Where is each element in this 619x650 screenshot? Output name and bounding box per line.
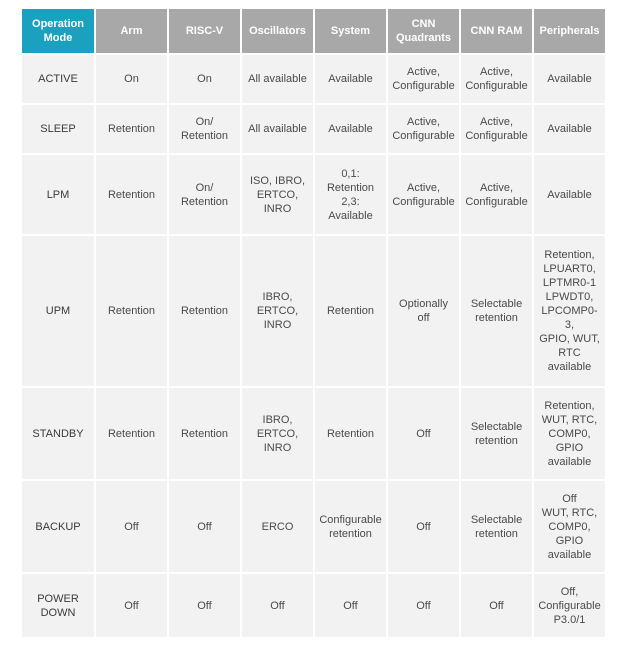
system-cell: Retention [315,388,386,479]
arm-cell: Off [96,574,167,637]
system-cell: Available [315,55,386,103]
arm-cell: Retention [96,236,167,386]
peripherals-cell: Retention, WUT, RTC, COMP0, GPIO available [534,388,605,479]
mode-cell: UPM [22,236,94,386]
peripherals-cell: Available [534,105,605,153]
mode-cell: ACTIVE [22,55,94,103]
risc-v-cell: Off [169,481,240,572]
cnn-ram-cell: Active, Configurable [461,155,532,234]
risc-v-cell: Retention [169,236,240,386]
arm-cell: Retention [96,155,167,234]
system-cell: Retention [315,236,386,386]
risc-v-cell: On/ Retention [169,105,240,153]
cnn-quadrants-cell: Active, Configurable [388,155,459,234]
cnn-ram-cell: Off [461,574,532,637]
table-row [22,481,605,572]
risc-v-cell: Retention [169,388,240,479]
cnn-quadrants-cell: Optionally off [388,236,459,386]
cnn-quadrants-cell: Off [388,388,459,479]
cnn-ram-cell: Selectable retention [461,388,532,479]
table-row [22,105,605,153]
arm-cell: Retention [96,105,167,153]
mode-cell: STANDBY [22,388,94,479]
arm-cell: Retention [96,388,167,479]
table-row [22,155,605,234]
system-cell: Off [315,574,386,637]
cnn-quadrants-cell: Off [388,481,459,572]
table-row [22,55,605,103]
cnn-quadrants-cell: Active, Configurable [388,105,459,153]
risc-v-cell: On [169,55,240,103]
oscillators-cell: ISO, IBRO, ERTCO, INRO [242,155,313,234]
mode-cell: LPM [22,155,94,234]
oscillators-cell: IBRO, ERTCO, INRO [242,388,313,479]
header-system: System [315,9,386,53]
oscillators-cell: All available [242,55,313,103]
oscillators-cell: All available [242,105,313,153]
cnn-ram-cell: Active, Configurable [461,105,532,153]
peripherals-cell: Available [534,155,605,234]
system-cell: Configurable retention [315,481,386,572]
cnn-ram-cell: Active, Configurable [461,55,532,103]
oscillators-cell: Off [242,574,313,637]
table-row [22,574,605,637]
cnn-quadrants-cell: Off [388,574,459,637]
cnn-quadrants-cell: Active, Configurable [388,55,459,103]
operation-modes-table [20,7,607,639]
arm-cell: On [96,55,167,103]
table-row [22,236,605,386]
header-cnn-quadrants: CNN Quadrants [388,9,459,53]
cnn-ram-cell: Selectable retention [461,236,532,386]
table-row [22,388,605,479]
risc-v-cell: On/ Retention [169,155,240,234]
header-oscillators: Oscillators [242,9,313,53]
header-row [22,9,605,53]
peripherals-cell: Retention, LPUART0, LPTMR0-1 LPWDT0, LPCOMP0- 3, GPIO, WUT, RTC available [534,236,605,386]
mode-cell: BACKUP [22,481,94,572]
peripherals-cell: Available [534,55,605,103]
oscillators-cell: ERCO [242,481,313,572]
header-arm: Arm [96,9,167,53]
system-cell: 0,1: Retention 2,3: Available [315,155,386,234]
header-operation-mode: Operation Mode [22,9,94,53]
cnn-ram-cell: Selectable retention [461,481,532,572]
header-cnn-ram: CNN RAM [461,9,532,53]
system-cell: Available [315,105,386,153]
oscillators-cell: IBRO, ERTCO, INRO [242,236,313,386]
peripherals-cell: Off WUT, RTC, COMP0, GPIO available [534,481,605,572]
header-risc-v: RISC-V [169,9,240,53]
header-peripherals: Peripherals [534,9,605,53]
risc-v-cell: Off [169,574,240,637]
arm-cell: Off [96,481,167,572]
mode-cell: POWER DOWN [22,574,94,637]
peripherals-cell: Off, Configurable P3.0/1 [534,574,605,637]
mode-cell: SLEEP [22,105,94,153]
